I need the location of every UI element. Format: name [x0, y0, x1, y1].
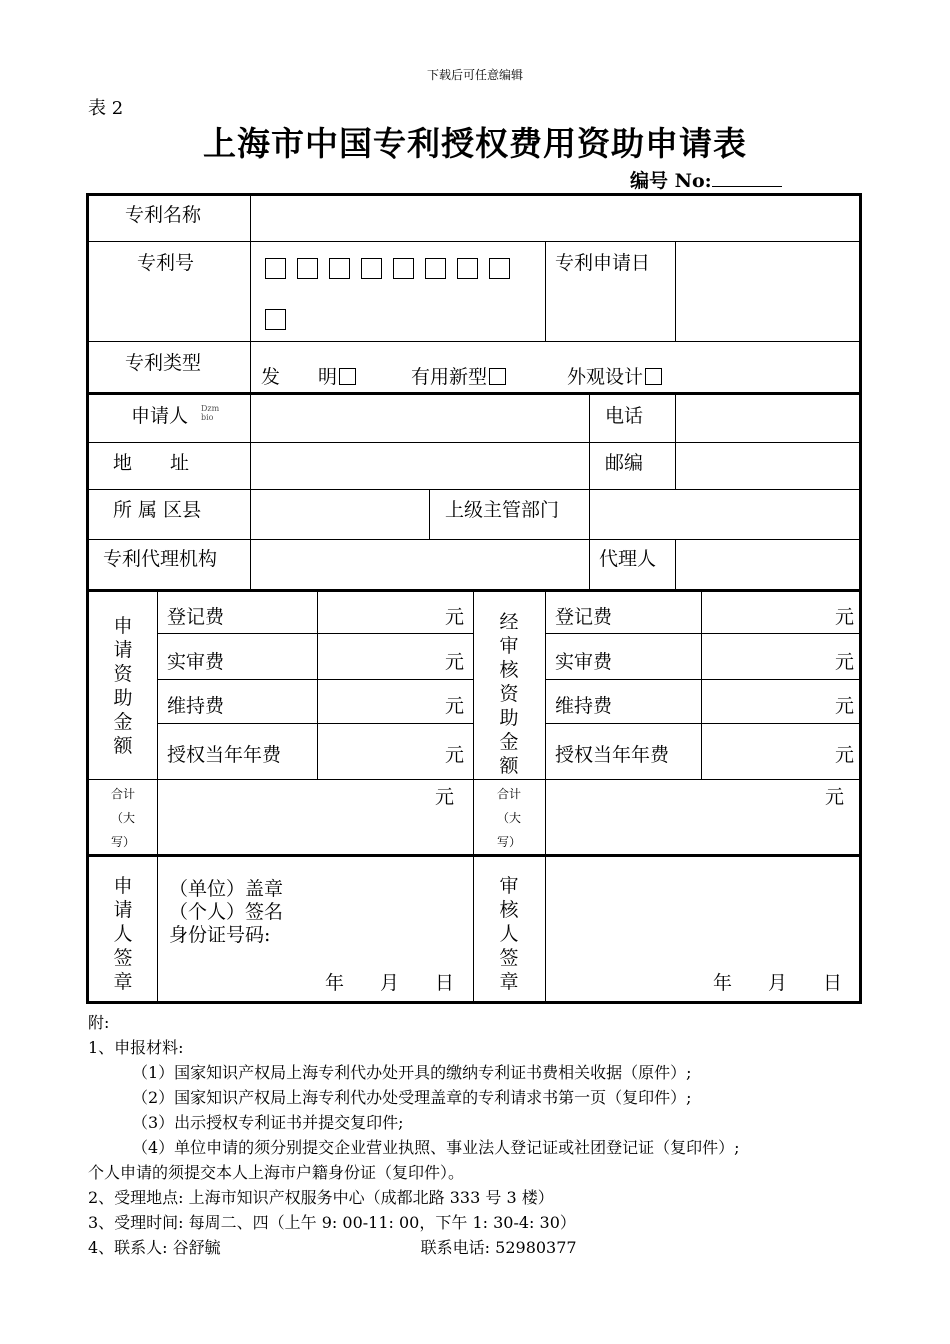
note-item: 3、受理时间: 每周二、四（上午 9: 00-11: 00，下午 1: 30-4: 30）: [88, 1213, 576, 1232]
serial-blank[interactable]: [712, 168, 782, 187]
type-design-option[interactable]: [567, 362, 662, 389]
total-label-3: 写）: [110, 835, 135, 849]
type-utility-option[interactable]: [411, 362, 506, 389]
yuan-unit: 元: [445, 651, 465, 673]
total-label-2: （大: [110, 811, 135, 825]
day-label: 日: [823, 972, 843, 994]
type-utility-label: 有用新型: [411, 366, 488, 388]
unit-seal-text: （单位）盖章: [169, 878, 284, 900]
phone-label: 电话: [605, 405, 644, 427]
digit-box[interactable]: [265, 258, 286, 279]
patent-no-boxes[interactable]: [265, 256, 521, 279]
total-label-1: 合计: [496, 787, 521, 801]
type-invention-option[interactable]: [261, 362, 356, 389]
contact-phone: 联系电话: 52980377: [420, 1238, 577, 1257]
fee-exam-label: 实审费: [555, 651, 613, 673]
yuan-unit: 元: [835, 606, 855, 628]
yuan-unit: 元: [835, 744, 855, 766]
applicant-sign-label: 申请人签章: [113, 875, 133, 993]
agency-label: 专利代理机构: [103, 548, 218, 570]
contact-person: 4、联系人: 谷舒毓: [88, 1238, 221, 1257]
postcode-label: 邮编: [605, 452, 644, 474]
month-label: 月: [768, 972, 788, 994]
notes-section: [88, 1010, 740, 1260]
superior-field[interactable]: [590, 490, 859, 539]
month-label: 月: [380, 972, 400, 994]
patent-type-label: 专利类型: [125, 352, 202, 374]
review-amount-label: 经审核资助金额: [499, 611, 519, 777]
agent-label: 代理人: [599, 548, 657, 570]
total-label-2: （大: [496, 811, 521, 825]
applicant-field[interactable]: [251, 393, 589, 442]
address-field[interactable]: [251, 443, 589, 489]
total-label-1: 合计: [110, 787, 135, 801]
checkbox-design[interactable]: [645, 368, 662, 385]
review-total-field[interactable]: [546, 780, 859, 854]
applicant-tiny-mark: Dzm bio: [201, 404, 220, 422]
superior-label: 上级主管部门: [445, 499, 560, 521]
patent-no-label: 专利号: [137, 252, 195, 274]
yuan-unit: 元: [445, 744, 465, 766]
day-label: 日: [435, 972, 455, 994]
form-table: [86, 193, 862, 1004]
personal-sign-text: （个人）签名: [169, 901, 284, 923]
reviewer-date[interactable]: [713, 968, 842, 995]
yuan-unit: 元: [435, 786, 455, 808]
note-contact-row: [88, 1235, 740, 1260]
apply-date-field[interactable]: [676, 242, 859, 341]
type-design-label: 外观设计: [567, 366, 644, 388]
fee-register-label: 登记费: [167, 606, 225, 628]
fee-annual-label: 授权当年年费: [555, 744, 670, 766]
district-label: 所 属 区县: [113, 499, 202, 521]
apply-date-label: 专利申请日: [555, 252, 651, 274]
page-title: 上海市中国专利授权费用资助申请表: [203, 124, 747, 163]
year-label: 年: [713, 972, 733, 994]
fee-annual-label: 授权当年年费: [167, 744, 282, 766]
fee-maintain-label: 维持费: [167, 695, 225, 717]
serial-number: [630, 166, 782, 193]
applicant-sign-area[interactable]: [169, 878, 283, 947]
table-number: 表 2: [88, 98, 124, 119]
checkbox-utility[interactable]: [489, 368, 506, 385]
agent-field[interactable]: [676, 540, 859, 589]
checkbox-invention[interactable]: [339, 368, 356, 385]
note-item: （1）国家知识产权局上海专利代办处开具的缴纳专利证书费相关收据（原件）;: [132, 1063, 692, 1082]
yuan-unit: 元: [835, 695, 855, 717]
serial-label: 编号 No:: [630, 170, 712, 192]
year-label: 年: [325, 972, 345, 994]
fee-register-label: 登记费: [555, 606, 613, 628]
note-item: （3）出示授权专利证书并提交复印件;: [132, 1113, 404, 1132]
digit-box[interactable]: [297, 258, 318, 279]
digit-box[interactable]: [457, 258, 478, 279]
address-label: 地 址: [113, 452, 190, 474]
apply-amount-label: 申请资助金额: [113, 615, 133, 757]
note-item: 1、申报材料:: [88, 1038, 184, 1057]
note-item: 个人申请的须提交本人上海市户籍身份证（复印件）。: [88, 1163, 465, 1182]
yuan-unit: 元: [445, 606, 465, 628]
note-item: 2、受理地点: 上海市知识产权服务中心（成都北路 333 号 3 楼）: [88, 1188, 554, 1207]
digit-box[interactable]: [393, 258, 414, 279]
digit-box[interactable]: [361, 258, 382, 279]
note-item: （2）国家知识产权局上海专利代办处受理盖章的专利请求书第一页（复印件）;: [132, 1088, 692, 1107]
digit-box[interactable]: [265, 309, 286, 330]
yuan-unit: 元: [825, 786, 845, 808]
patent-no-box-row2[interactable]: [265, 307, 297, 330]
applicant-label: 申请人: [131, 405, 189, 427]
type-invention-label: 发 明: [261, 366, 338, 388]
district-field[interactable]: [251, 490, 429, 539]
applicant-date[interactable]: [325, 968, 454, 995]
digit-box[interactable]: [329, 258, 350, 279]
notes-title: 附:: [88, 1013, 110, 1032]
total-label-3: 写）: [496, 835, 521, 849]
fee-exam-label: 实审费: [167, 651, 225, 673]
reviewer-sign-label: 审核人签章: [499, 875, 519, 993]
yuan-unit: 元: [445, 695, 465, 717]
header-note: 下载后可任意编辑: [426, 68, 523, 82]
note-item: （4）单位申请的须分别提交企业营业执照、事业法人登记证或社团登记证（复印件）;: [132, 1138, 740, 1157]
digit-box[interactable]: [425, 258, 446, 279]
postcode-field[interactable]: [676, 443, 859, 489]
yuan-unit: 元: [835, 651, 855, 673]
phone-field[interactable]: [676, 393, 859, 442]
patent-name-field[interactable]: [251, 196, 859, 241]
fee-maintain-label: 维持费: [555, 695, 613, 717]
digit-box[interactable]: [489, 258, 510, 279]
agency-field[interactable]: [251, 540, 589, 589]
id-number-label: 身份证号码:: [169, 924, 271, 946]
apply-total-field[interactable]: [158, 780, 473, 854]
patent-name-label: 专利名称: [125, 204, 202, 226]
